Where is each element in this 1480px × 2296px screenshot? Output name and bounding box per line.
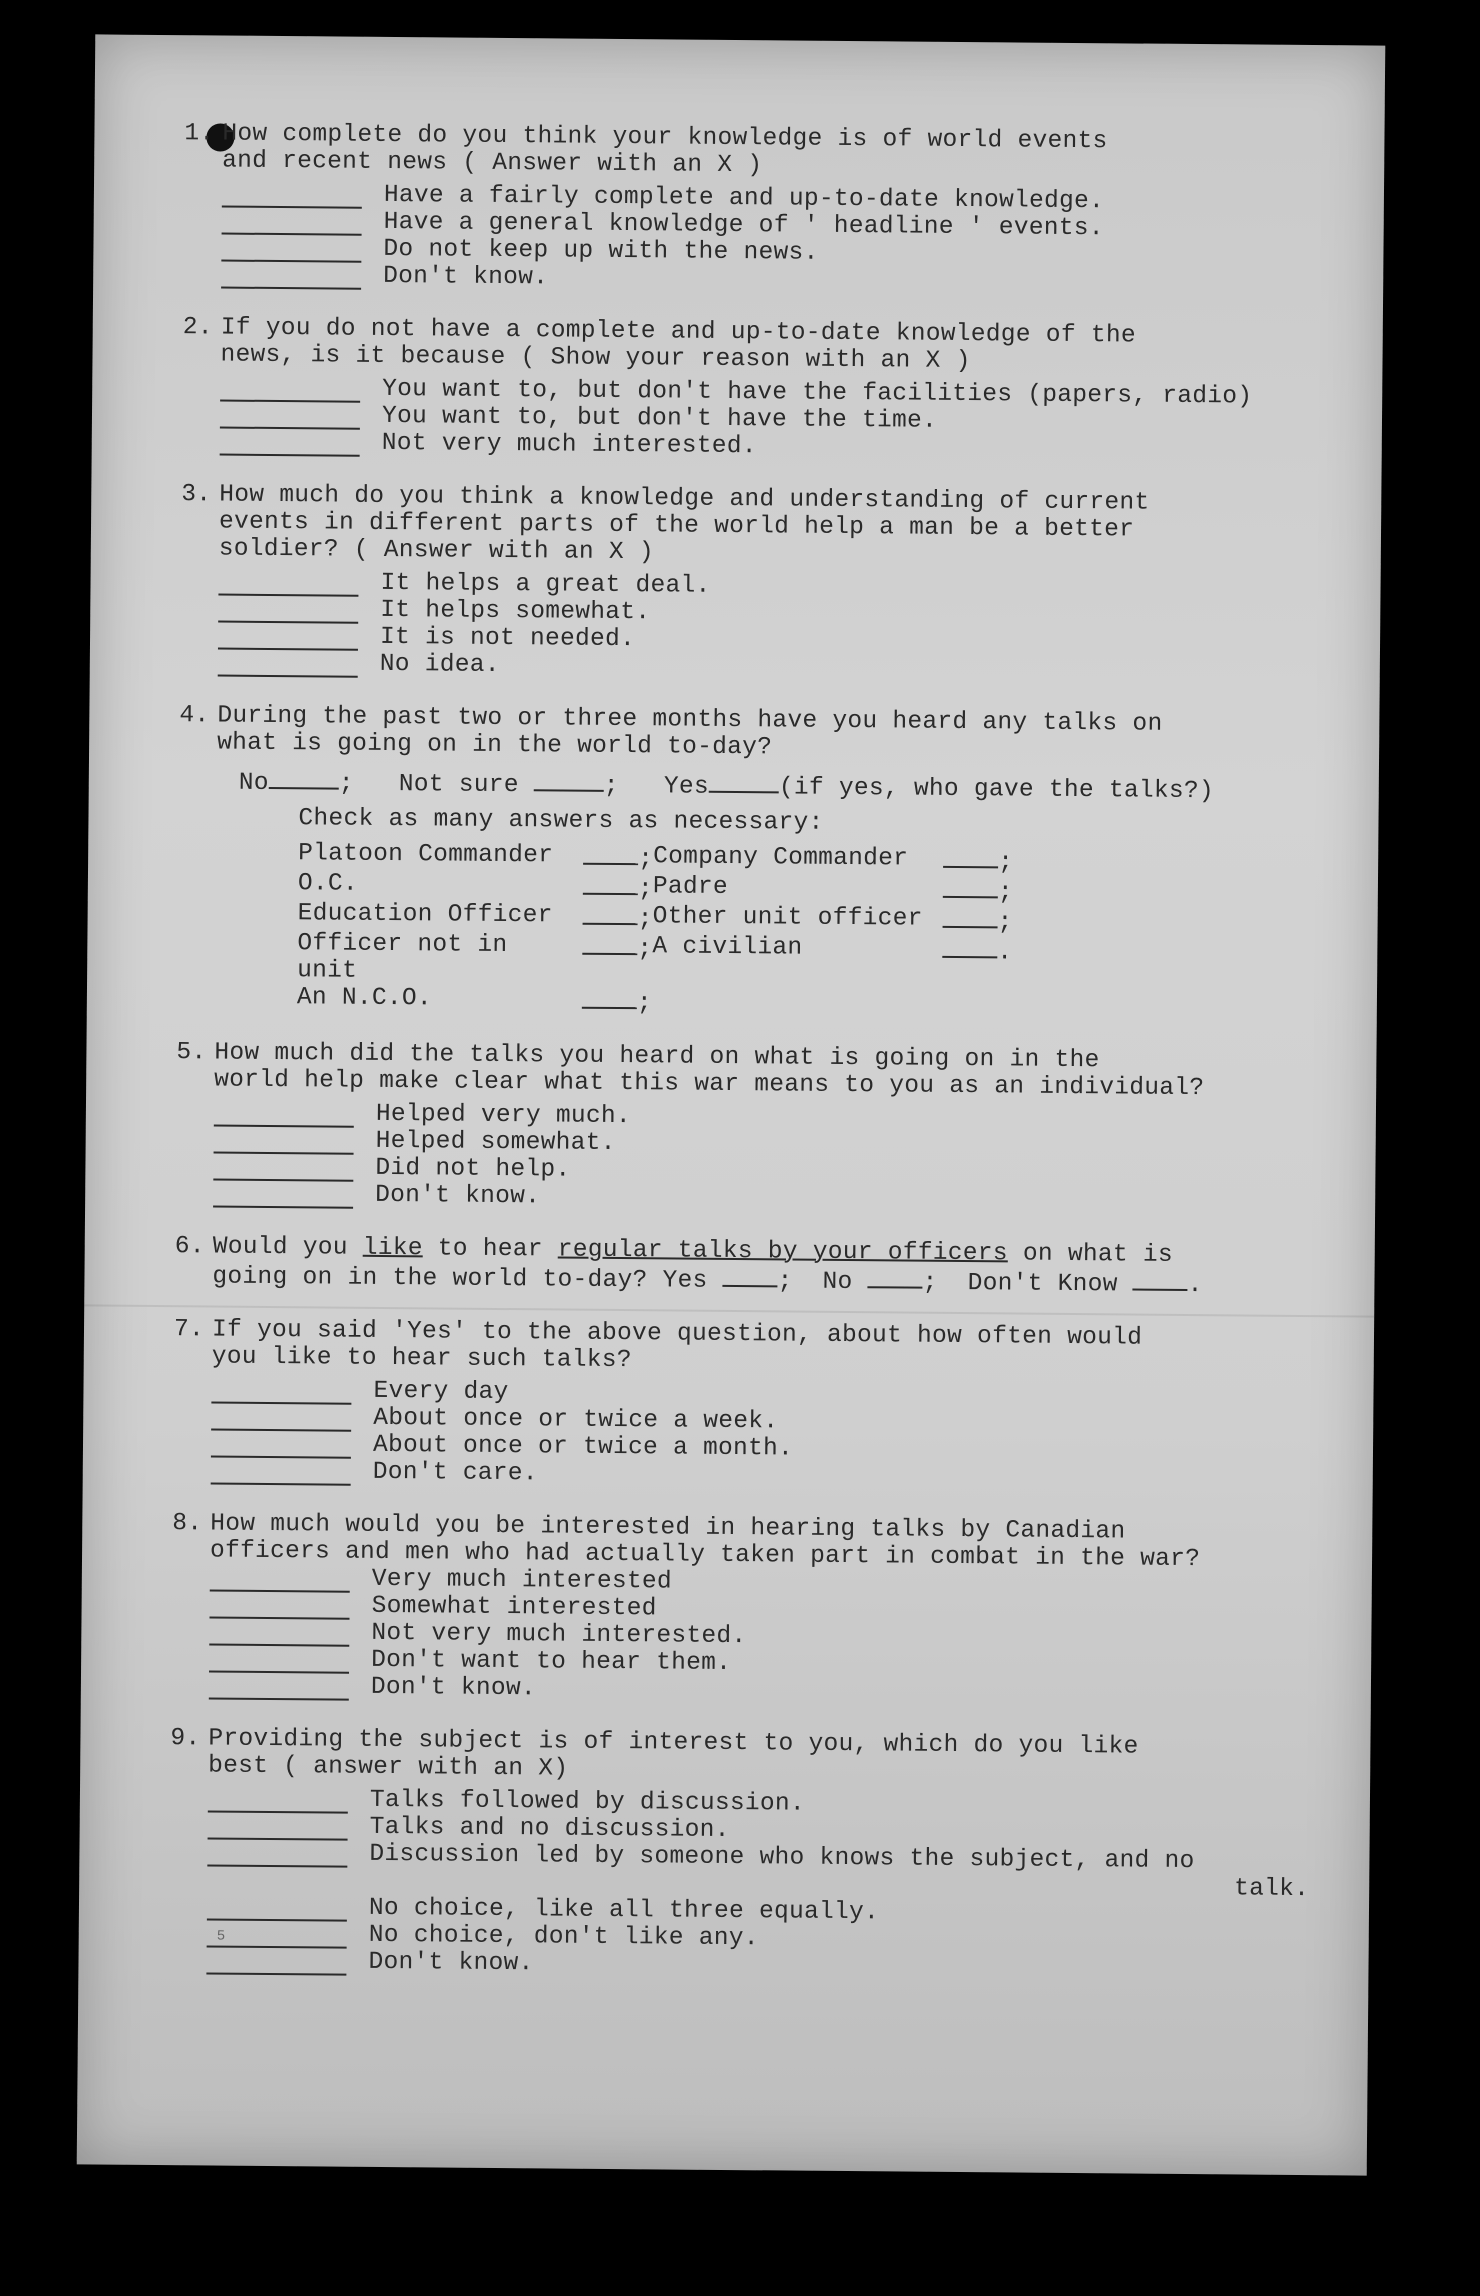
answer-blank[interactable] [218,574,358,597]
answer-blank[interactable] [211,1381,351,1404]
option-label: It is not needed. [379,623,636,654]
option-label: No choice, like all three equally. [368,1894,880,1927]
question-8 [171,1510,1333,1709]
answer-blank[interactable] [218,628,358,651]
no-label: No [238,769,269,797]
question-number: 9. [170,1725,201,1753]
dont-know-blank[interactable] [1133,1269,1188,1291]
answer-blank[interactable] [222,213,362,236]
speaker-label: Padre [652,873,729,901]
speaker-label: Platoon Commander [298,840,554,870]
question-text: How much do you think a knowledge and understanding of current events in different parts of the world help a man be a better soldier? ( Answer with an X ) [218,481,1150,567]
question-number: 7. [173,1316,205,1344]
option-label-continued: talk. [1234,1875,1310,1904]
no-blank[interactable] [868,1266,923,1288]
speaker-label: An N.C.O. [296,984,433,1013]
yes-blank[interactable] [723,1265,778,1287]
option-label: Helped very much. [375,1100,632,1131]
question-text: If you do not have a complete and up-to-date knowledge of the news, is it because ( Show your reason with an X ) [220,314,1137,376]
answer-blank[interactable] [211,1462,351,1485]
speaker-label: Education Officer [297,900,553,930]
answer-blank[interactable] [207,1898,347,1921]
answer-blank[interactable]: 5 [207,1925,347,1948]
option-label: It helps somewhat. [380,596,651,627]
question-number: 8. [172,1510,203,1538]
answer-blank[interactable] [221,240,361,263]
question-number: 3. [181,481,212,509]
option-label: Don't know. [370,1673,537,1703]
speaker-blank[interactable]: ; [583,843,653,874]
question-text: How much would you be interested in hearing talks by Canadian officers and men who had actually taken part in combat in the war? [209,1510,1201,1574]
question-text: During the past two or three months have you heard any talks on what is going on in the world to-day? [217,702,1163,762]
question-text: Would you like to hear regular talks by your officers on what is going on in the world to-day? Yes ; No ; Don't Know . [212,1233,1203,1300]
option-label: You want to, but don't have the time. [381,402,938,435]
question-text: How complete do you think your knowledge is of world events and recent news ( Answer with an X ) [222,120,1108,180]
speaker-grid [297,840,1338,1023]
answer-blank[interactable] [220,407,360,430]
question-text: Providing the subject is of interest to you, which do you like best ( answer with an X) [208,1725,1139,1783]
answer-blank[interactable] [214,1104,354,1127]
speaker-label: O.C. [297,870,359,898]
answer-blank[interactable] [218,601,358,624]
question-number: 1. [184,120,215,148]
answer-blank[interactable] [208,1817,348,1840]
document-page [77,34,1386,2175]
speaker-label: Other unit officer [652,903,923,933]
question-7 [173,1316,1334,1494]
answer-blank[interactable] [210,1569,350,1592]
option-label: Don't care. [372,1458,538,1488]
dont-know-label: Don't Know [967,1270,1118,1299]
option-label: Not very much interested. [381,429,757,461]
question-1 [183,120,1344,298]
yes-no-answers: No ; Not sure ; Yes (if yes, who gave the talks?) [239,767,1339,807]
check-note: Check as many answers as necessary: [298,805,824,837]
option-label: Have a general knowledge of ' headline ' events. [383,208,1104,243]
option-label: Do not keep up with the news. [383,235,819,267]
yes-blank[interactable] [709,771,779,794]
yes-label: Yes [663,773,709,801]
answer-blank[interactable] [220,380,360,403]
option-label: About once or twice a month. [372,1431,794,1463]
option-label: Have a fairly complete and up-to-date knowledge. [383,181,1105,216]
option-label: Did not help. [375,1154,571,1184]
question-number: 6. [174,1233,205,1261]
option-label: No choice, don't like any. [368,1921,759,1953]
option-label: Don't know. [383,262,549,292]
speaker-blank[interactable]: . [942,936,1012,991]
speaker-blank[interactable]: ; [943,876,1013,907]
question-3 [180,481,1342,686]
question-2 [182,314,1343,465]
speaker-blank[interactable]: ; [583,873,653,904]
answer-blank[interactable] [214,1131,354,1154]
option-label: Helped somewhat. [375,1127,616,1157]
option-label: About once or twice a week. [373,1404,779,1436]
answer-blank[interactable] [222,186,362,209]
speaker-blank[interactable]: ; [582,987,652,1018]
not-sure-label: Not sure [398,771,519,800]
answer-blank[interactable] [221,267,361,290]
option-label: Very much interested [371,1565,673,1596]
question-text: How much did the talks you heard on what is going on in the world help make clear what this war means to you as an individual? [214,1039,1205,1103]
not-sure-blank[interactable] [534,769,604,792]
answer-blank[interactable] [209,1677,349,1700]
no-blank[interactable] [269,767,339,790]
option-label: Don't want to hear them. [371,1646,732,1678]
speaker-blank[interactable]: ; [582,903,652,934]
option-label: Somewhat interested [371,1592,657,1623]
option-label: Not very much interested. [371,1619,747,1651]
answer-blank[interactable] [218,655,358,678]
option-label: Don't know. [375,1181,541,1211]
option-label: Discussion led by someone who knows the subject, and no [369,1840,1195,1876]
option-label: Every day [373,1377,509,1407]
answer-blank[interactable] [208,1790,348,1813]
speaker-blank[interactable]: ; [942,906,1012,937]
option-label: Don't know. [368,1948,534,1978]
answer-blank[interactable] [209,1623,349,1646]
answer-blank[interactable] [213,1185,353,1208]
question-4 [177,702,1340,1023]
speaker-blank[interactable]: ; [582,933,652,988]
answer-blank[interactable] [211,1435,351,1458]
question-9 [168,1725,1330,1984]
yes-note: (if yes, who gave the talks?) [778,774,1215,806]
answer-blank[interactable] [211,1408,351,1431]
speaker-label: A civilian [652,933,803,962]
question-number: 2. [182,314,213,342]
speaker-label: Officer not in unit [297,930,508,985]
option-label: It helps a great deal. [380,569,711,600]
option-label: You want to, but don't have the facilities (papers, radio) [382,375,1253,411]
answer-blank[interactable] [206,1952,346,1975]
question-5 [175,1039,1336,1217]
option-label: No idea. [379,650,500,679]
question-number: 4. [179,702,210,730]
answer-blank[interactable] [213,1158,353,1181]
question-text: If you said 'Yes' to the above question, about how often would you like to hear such talks? [211,1316,1143,1375]
no-label: No [822,1268,853,1297]
speaker-blank[interactable]: ; [943,846,1013,877]
answer-blank[interactable] [220,434,360,457]
question-6 [174,1233,1334,1300]
option-label: Talks followed by discussion. [369,1786,806,1818]
answer-blank[interactable] [209,1650,349,1673]
speaker-label: Company Commander [653,843,909,873]
question-number: 5. [176,1039,207,1067]
option-label: Talks and no discussion. [369,1813,730,1845]
questionnaire [168,120,1344,2010]
answer-blank[interactable] [207,1844,347,1867]
answer-blank[interactable] [209,1596,349,1619]
